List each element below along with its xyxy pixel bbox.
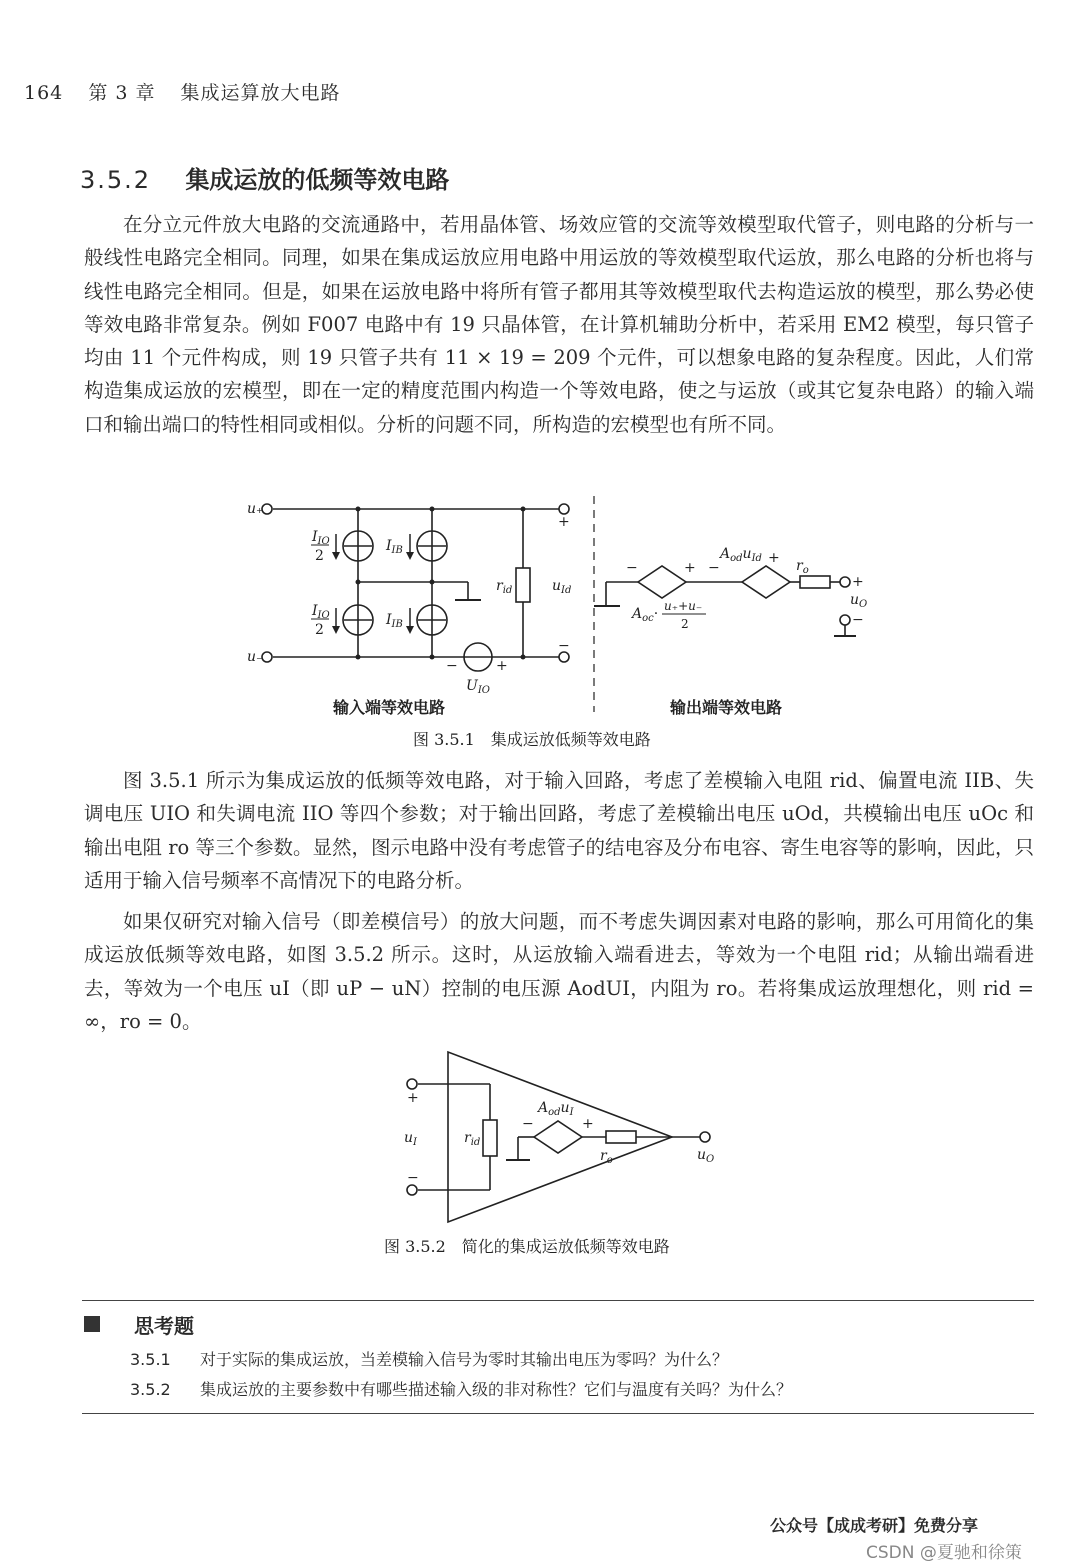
figure-1-caption: 图 3.5.1 集成运放低频等效电路 [413,730,651,749]
svg-text:+: + [558,514,570,530]
paragraph-intro: 在分立元件放大电路的交流通路中，若用晶体管、场效应管的交流等效模型取代管子，则电路的分析与一般线性电路完全相同。同理，如果在集成运放应用电路中用运放的等效模型取代运放，那么电路的分析也将与线性电路完全相同。但是，如果在运放电路中将所有管子都用其等效模型取代去构造运放的模型，那么势必使等效电路非常复杂。例如 F007 电路中有 19 只晶体管，在计算机辅助分析中，若采用 EM2 模型，每只管子均由 11 个元件构成，则 19 只管子共有 11 × 19 = 209 个元件，可以想象电路的复杂程度。因此，人们常构造集成运放的宏模型，即在一定的精度范围内构造一个等效电路，使之与运放（或其它复杂电路）的输入端口和输出端口的特性相同或相似。分析的问题不同，所构造的宏模型也有所不同。 [84,213,1034,436]
svg-text:−: − [407,1170,419,1186]
label-aod: $A_{od}u_{Id}$ [720,546,762,564]
svg-text:+: + [684,560,696,576]
question-item [130,1377,792,1400]
svg-text:2: 2 [315,622,324,638]
footer-note: 公众号【成成考研】免费分享 [770,1516,979,1535]
section-title: 集成运放的低频等效电路 [185,166,450,194]
svg-text:+: + [582,1116,594,1132]
svg-text:−: − [446,658,458,674]
svg-text:2: 2 [315,548,324,564]
question-number: 3.5.2 [130,1380,171,1399]
questions-top-rule [82,1300,1034,1301]
label-ro: $r_o$ [796,558,809,576]
label-ro-simplified: $r_o$ [600,1148,613,1166]
svg-text:−: − [626,560,638,576]
svg-text:+: + [852,574,864,590]
label-uo: $u_O$ [850,592,868,610]
label-rid-simplified: $r_{id}$ [464,1130,481,1148]
page-number: 164 [24,82,64,104]
svg-text:+: + [496,658,508,674]
label-u-plus: u₊ [247,501,264,517]
question-number: 3.5.1 [130,1350,171,1369]
svg-text:2: 2 [681,617,689,631]
label-rid: $r_{id}$ [496,578,513,596]
label-iio-top: $I_{IO}$ [312,529,330,547]
question-text: 对于实际的集成运放，当差模输入信号为零时其输出电压为零吗？为什么？ [200,1350,729,1369]
svg-text:−: − [708,560,720,576]
svg-text:−: − [522,1116,534,1132]
label-iib-top: $I_{IB}$ [386,538,403,556]
figure-1-left-label: 输入端等效电路 [333,698,446,717]
questions-title: 思考题 [134,1314,194,1338]
figure-1-right-label: 输出端等效电路 [670,698,783,717]
svg-text:+: + [407,1090,419,1106]
paragraph-simplified: 如果仅研究对输入信号（即差模信号）的放大问题，而不考虑失调因素对电路的影响，那么可用简化的集成运放低频等效电路，如图 3.5.2 所示。这时，从运放输入端看进去，等效为一个电阻 rid；从输出端看进去，等效为一个电压 uI（即 uP − uN）控制的电压源 AodUI，内阻为 ro。若将集成运放理想化，则 rid = ∞，ro = 0。 [84,910,1034,1033]
section-number: 3.5.2 [80,166,152,194]
label-ui: $u_I$ [404,1130,417,1148]
questions-square-icon [84,1316,100,1332]
svg-text:−: − [558,638,570,654]
label-aoc: $A_{oc}\cdot$ [632,606,659,624]
label-iio-bottom: $I_{IO}$ [312,603,330,621]
svg-text:u₊+u₋: u₊+u₋ [664,599,703,613]
figure-2-caption: 图 3.5.2 简化的集成运放低频等效电路 [384,1237,670,1256]
question-item [130,1347,728,1370]
paragraph-explanation: 图 3.5.1 所示为集成运放的低频等效电路，对于输入回路，考虑了差模输入电阻 rid、偏置电流 IIB、失调电压 UIO 和失调电流 IIO 等四个参数；对于输出回路，考虑了差模输出电压 uOd，共模输出电压 uOc 和输出电阻 ro 等三个参数。显然，图示电路中没有考虑管子的结电容及分布电容、寄生电容等的影响，因此，只适用于输入信号频率不高情况下的电路分析。 [84,769,1034,892]
label-iib-bottom: $I_{IB}$ [386,612,403,630]
chapter-title: 集成运算放大电路 [180,82,341,104]
question-text: 集成运放的主要参数中有哪些描述输入级的非对称性？它们与温度有关吗？为什么？ [200,1380,793,1399]
label-u-minus: u₋ [247,649,264,665]
svg-text:+: + [768,550,780,566]
label-aod-simplified: $A_{od}u_I$ [538,1100,574,1118]
label-uo-simplified: $u_O$ [697,1147,715,1165]
questions-bottom-rule [82,1413,1034,1414]
chapter-number: 第 3 章 [88,82,156,104]
svg-text:−: − [852,612,864,628]
label-uio: $U_{IO}$ [466,678,490,696]
watermark: CSDN @夏驰和徐策 [866,1543,1022,1563]
label-uid: $u_{Id}$ [552,578,572,596]
